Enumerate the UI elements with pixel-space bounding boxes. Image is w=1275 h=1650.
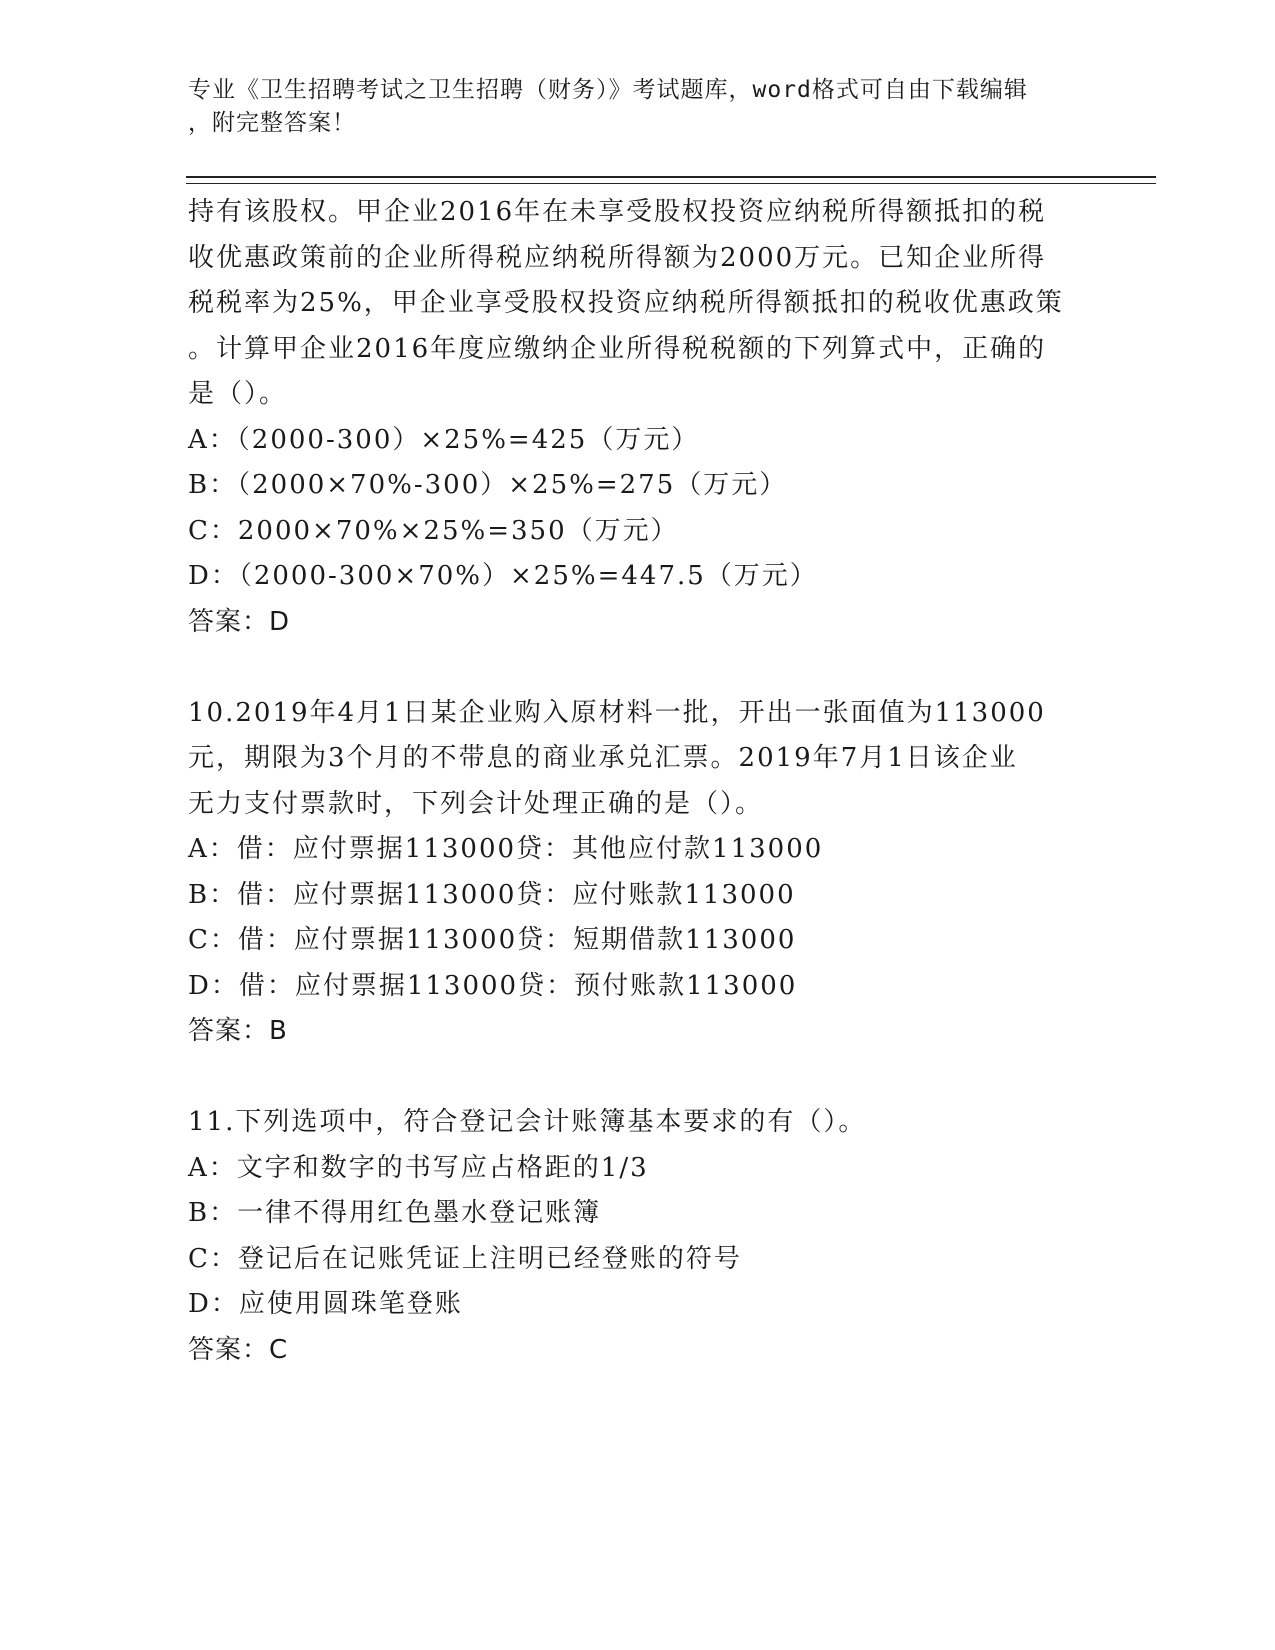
option-b: B：一律不得用红色墨水登记账簿 xyxy=(188,1198,602,1228)
question-stem-line: 税税率为25%，甲企业享受股权投资应纳税所得额抵扣的税收优惠政策 xyxy=(188,288,1064,318)
question-stem-line: 收优惠政策前的企业所得税应纳税所得额为2000万元。已知企业所得 xyxy=(188,242,1047,273)
question-stem-line: 10.2019年4月1日某企业购入原材料一批，开出一张面值为113000 xyxy=(188,697,1046,728)
question-stem-line: 无力支付票款时，下列会计处理正确的是（）。 xyxy=(188,788,764,819)
question-stem-line: 元，期限为3个月的不带息的商业承兑汇票。2019年7月1日该企业 xyxy=(188,743,1018,773)
page-header xyxy=(188,74,1088,140)
option-b: B：借：应付票据113000贷：应付账款113000 xyxy=(188,879,796,910)
question-11 xyxy=(188,1100,1088,1373)
header-line-1: 专业《卫生招聘考试之卫生招聘（财务）》考试题库，word格式可自由下载编辑 xyxy=(188,77,1028,103)
option-d: D：（2000-300×70%）×25%=447.5（万元） xyxy=(188,561,818,591)
question-stem-line: 11.下列选项中，符合登记会计账簿基本要求的有（）。 xyxy=(188,1107,867,1137)
answer-line: 答案：D xyxy=(188,606,291,637)
option-a: A：借：应付票据113000贷：其他应付款113000 xyxy=(188,834,824,864)
answer-line: 答案：C xyxy=(188,1334,289,1365)
answer-line: 答案：B xyxy=(188,1016,288,1046)
option-b: B：（2000×70%-300）×25%=275（万元） xyxy=(188,470,788,500)
option-c: C：2000×70%×25%=350（万元） xyxy=(188,515,679,546)
question-10 xyxy=(188,691,1088,1055)
option-d: D：借：应付票据113000贷：预付账款113000 xyxy=(188,970,798,1001)
header-line-2: ，附完整答案！ xyxy=(188,110,356,136)
question-stem-line: 。计算甲企业2016年度应缴纳企业所得税税额的下列算式中，正确的 xyxy=(188,333,1047,364)
header-divider xyxy=(186,176,1156,184)
option-a: A：（2000-300）×25%=425（万元） xyxy=(188,424,700,455)
question-spacer xyxy=(188,1055,1088,1101)
question-stem-line: 持有该股权。甲企业2016年在未享受股权投资应纳税所得额抵扣的税 xyxy=(188,197,1047,227)
option-a: A：文字和数字的书写应占格距的1/3 xyxy=(188,1152,649,1183)
question-9 xyxy=(188,190,1088,645)
option-d: D：应使用圆珠笔登账 xyxy=(188,1289,463,1319)
option-c: C：借：应付票据113000贷：短期借款113000 xyxy=(188,925,797,955)
option-c: C：登记后在记账凭证上注明已经登账的符号 xyxy=(188,1243,742,1274)
question-list xyxy=(188,190,1088,1373)
question-spacer xyxy=(188,645,1088,691)
question-stem-line: 是（）。 xyxy=(188,379,288,409)
